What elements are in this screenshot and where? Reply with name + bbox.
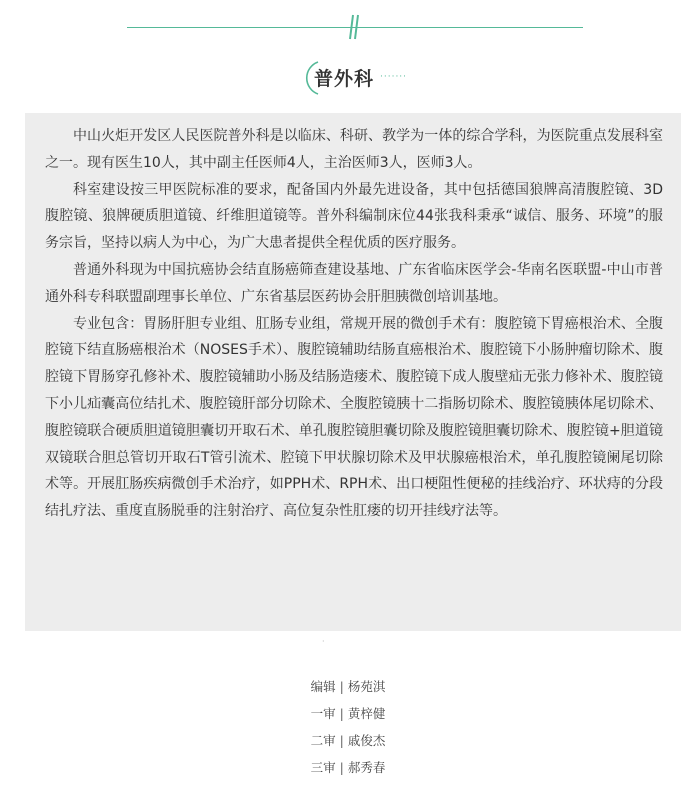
credit-separator: | [339, 760, 344, 775]
credit-third-review [0, 754, 696, 781]
credit-separator: | [339, 733, 344, 748]
credit-role: 一审 [310, 706, 336, 721]
credit-person: 黄梓健 [347, 706, 386, 721]
title-badge [298, 60, 408, 96]
paragraph-affiliations: 普通外科现为中国抗癌协会结直肠癌筛查建设基地、广东省临床医学会-华南名医联盟-中山市普通外科专科联盟副理事长单位、广东省基层医药协会肝胆胰微创培训基地。 [45, 261, 663, 305]
paragraph-specialties: 专业包含：胃肠肝胆专业组、肛肠专业组，常规开展的微创手术有：腹腔镜下胃癌根治术、全腹腔镜下结直肠癌根治术（NOSES手术）、腹腔镜辅助结肠直癌根治术、腹腔镜下小肠肿瘤切除术、腹腔镜下胃肠穿孔修补术、腹腔镜辅助小肠及结肠造瘘术、腹腔镜下成人腹壁疝无张力修补术、腹腔镜下小儿疝囊高位结扎术、腹腔镜肝部分切除术、全腹腔镜胰十二指肠切除术、腹腔镜胰体尾切除术、腹腔镜联合硬质胆道镜胆囊切开取石术、单孔腹腔镜胆囊切除及腹腔镜胆囊切除术、腹腔镜+胆道镜双镜联合胆总管切开取石T管引流术、腔镜下甲状腺切除术及甲状腺癌根治术，单孔腹腔镜阑尾切除术等。开展肛肠疾病微创手术治疗，如PPH术、RPH术、出口梗阻性便秘的挂线治疗、环状痔的分段结扎疗法、重度直肠脱垂的注射治疗、高位复杂性肛瘘的切开挂线疗法等。 [45, 315, 663, 520]
credit-separator: | [339, 679, 344, 694]
credit-role: 三审 [310, 760, 336, 775]
credit-role: 二审 [310, 733, 336, 748]
credit-role: 编辑 [310, 679, 336, 694]
credit-person: 戚俊杰 [347, 733, 386, 748]
credit-person: 郝秀春 [347, 760, 386, 775]
credit-editor [0, 673, 696, 700]
credits-block [0, 673, 696, 781]
credit-second-review [0, 727, 696, 754]
paragraph-intro: 中山火炬开发区人民医院普外科是以临床、科研、教学为一体的综合学科，为医院重点发展科室之一。现有医生10人，其中副主任医师4人，主治医师3人，医师3人。 [45, 128, 663, 171]
slash-divider-icon [347, 13, 361, 41]
content-box [25, 113, 681, 631]
paragraph-equipment: 科室建设按三甲医院标准的要求，配备国内外最先进设备，其中包括德国狼牌高清腹腔镜、3D腹腔镜、狼牌硬质胆道镜、纤维胆道镜等。普外科编制床位44张我科秉承“诚信、服务、环境”的服务宗旨，坚持以病人为中心，为广大患者提供全程优质的医疗服务。 [45, 181, 663, 252]
credit-separator: | [339, 706, 344, 721]
credit-first-review [0, 700, 696, 727]
page-title: 普外科 [314, 68, 375, 90]
separator-dot: · [322, 637, 325, 646]
credit-person: 杨苑淇 [347, 679, 386, 694]
title-dots: ······· [380, 72, 408, 82]
